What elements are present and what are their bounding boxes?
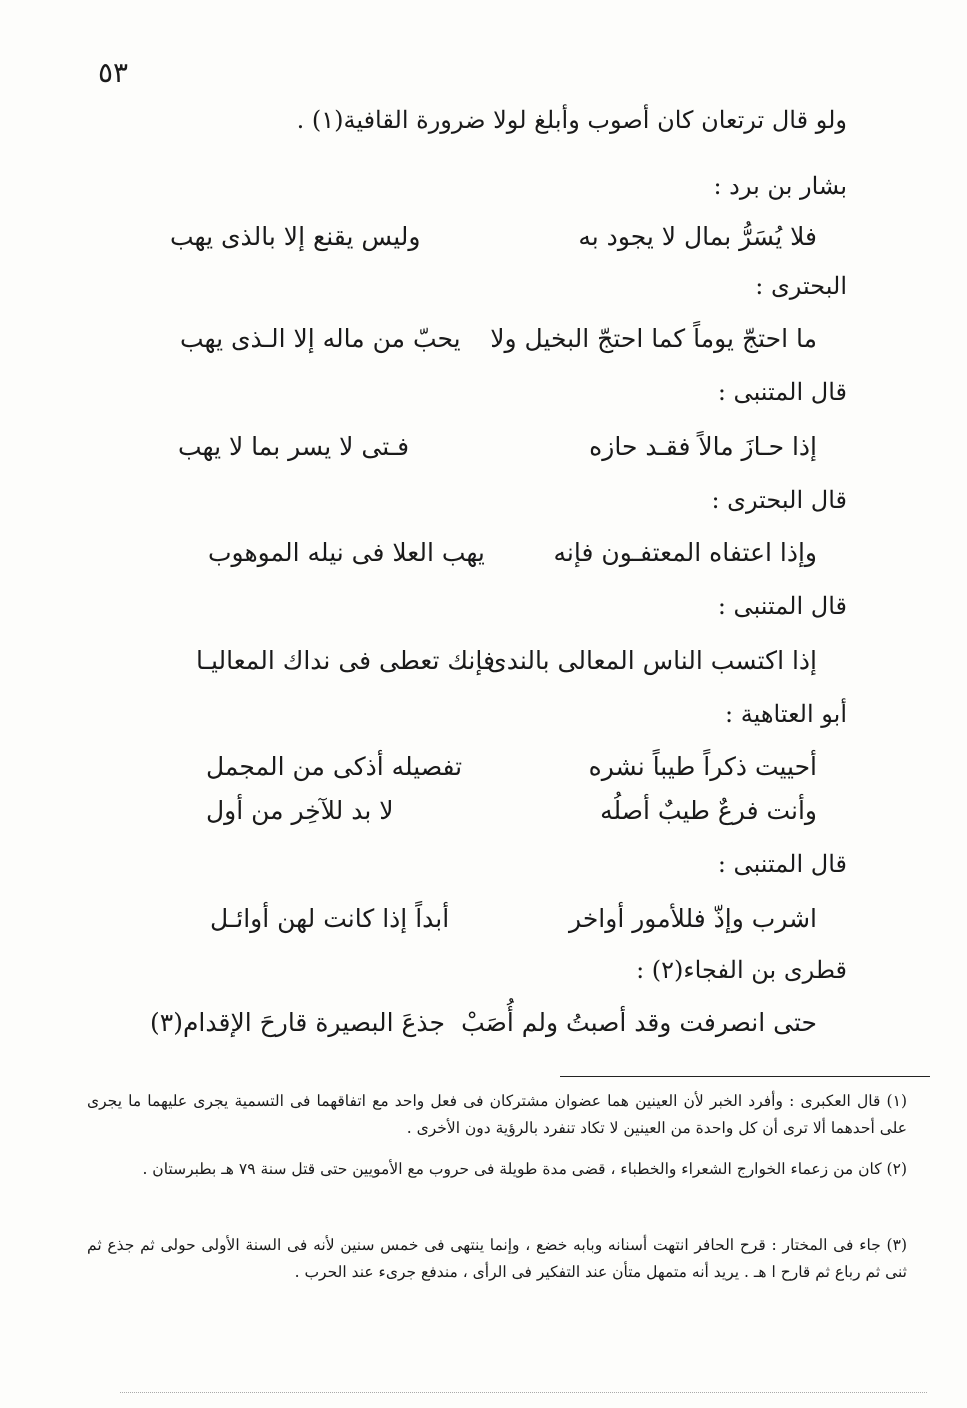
verse-second-hemistich: جذعَ البصيرة قارحَ الإقدام(٣) [150, 1008, 445, 1037]
verse-second-hemistich: فـتى لا يسر بما لا يهب [178, 432, 410, 461]
verse-first-hemistich: ما احتجّ يوماً كما احتجّ البخيل ولا [490, 324, 817, 353]
verse-second-hemistich: يحبّ من ماله إلا الـذى يهب [180, 324, 461, 353]
page-number: ٥٣ [98, 56, 129, 89]
footnote-text: جاء فى المختار : قرح الحافر انتهت أسنانه وبابه خضع ، وإنما ينتهى فى خمس سنين لأنه فى السنة الأولى حولى ثم جذع ثم ثنى ثم رباع ثم قارح ا هـ . يريد أنه متمهل متأن عند التفكير فى الرأى ، مندفع جرىء عند الحرب . [87, 1236, 907, 1281]
intro-line: ولو قال ترتعان كان أصوب وأبلغ لولا ضرورة القافية(١) . [296, 106, 847, 134]
footnote-text: كان من زعماء الخوارج الشعراء والخطباء ، قضى مدة طويلة فى حروب مع الأمويين حتى قتل سنة ٧٩ هـ بطبرستان . [142, 1160, 882, 1178]
verse-second-hemistich: فإنك تعطى فى نداك المعاليـا [196, 646, 495, 675]
verse-first-hemistich: حتى انصرفت وقد أصبتُ ولم أُصَبْ [461, 1008, 817, 1037]
footnote-text: قال العكبرى : وأفرد الخبر لأن العينين هما عضوان مشتركان فى فعل واحد مع اتفاقهما فى التسمية يجرى عليهما ما يجرى على أحدهما ألا ترى أن كل واحدة من العينين لا تكاد تنفرد بالرؤية دون الأخرى . [87, 1092, 907, 1137]
verse-first-hemistich: إذا اكتسب الناس المعالى بالندى [487, 646, 817, 675]
section-heading: قال المتنبى : [717, 378, 847, 406]
footnote-number: (٢) [886, 1160, 907, 1178]
verse-second-hemistich: لا بد للآخِر من أول [206, 796, 394, 825]
verse-first-hemistich: وإذا اعتفاه المعتفـون فإنه [553, 538, 817, 567]
verse-first-hemistich: اشرب وإذّ فللأمور أواخر [569, 904, 817, 933]
footnote-separator [560, 1076, 930, 1077]
section-heading: قال المتنبى : [717, 850, 847, 878]
section-heading: قطرى بن الفجاء(٢) : [636, 956, 847, 984]
section-heading: بشار بن برد : [713, 172, 847, 200]
footnote [87, 1088, 907, 1142]
footnote [87, 1156, 907, 1183]
verse-first-hemistich: وأنت فرعٌ طيبٌ أصلُه [600, 796, 817, 825]
section-heading: أبو العتاهية : [725, 700, 847, 728]
verse-second-hemistich: وليس يقنع إلا بالذى يهب [170, 222, 421, 251]
section-heading: البحترى : [755, 272, 847, 300]
page-bottom-edge [120, 1392, 927, 1393]
footnote [87, 1232, 907, 1286]
footnote-number: (١) [886, 1092, 907, 1110]
verse-first-hemistich: أحييت ذكراً طيباً نشره [588, 752, 817, 781]
verse-first-hemistich: إذا حـازَ مالاً فقـد حازه [589, 432, 817, 461]
footnote-number: (٣) [886, 1236, 907, 1254]
section-heading: قال المتنبى : [717, 592, 847, 620]
verse-second-hemistich: تفصيله أذكى من المجمل [206, 752, 463, 781]
section-heading: قال البحترى : [711, 486, 847, 514]
verse-second-hemistich: يهب العلا فى نيله الموهوب [208, 538, 485, 567]
verse-second-hemistich: أبداً إذا كانت لهن أوائـل [210, 904, 450, 933]
verse-first-hemistich: فلا يُسَرُّ بمال لا يجود به [578, 222, 817, 251]
